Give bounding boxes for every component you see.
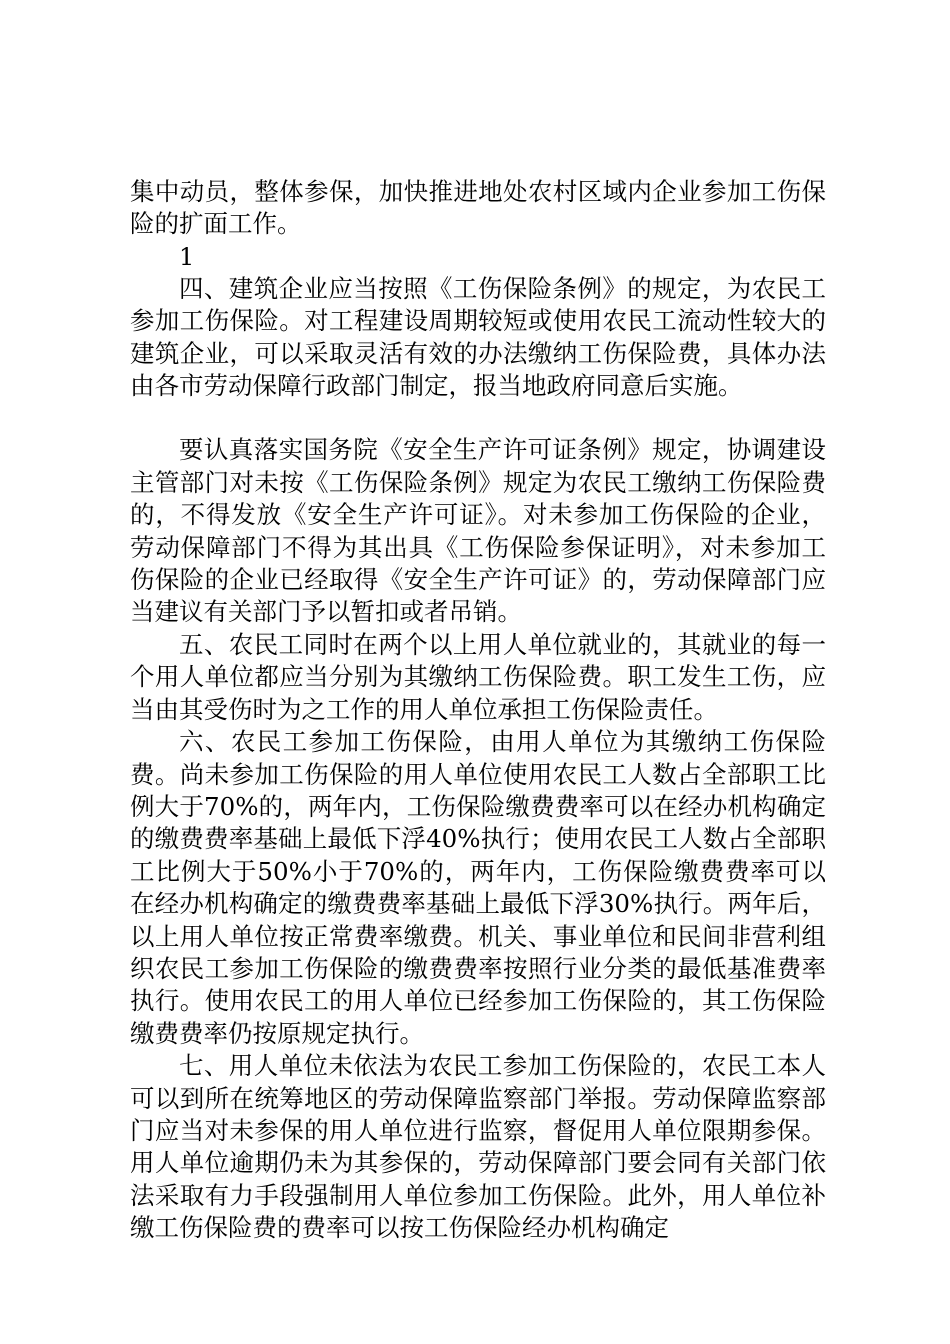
document-body xyxy=(130,176,826,1245)
page-number: 1 xyxy=(179,242,195,271)
paragraph-safety-permit: 要认真落实国务院《安全生产许可证条例》规定，协调建设主管部门对未按《工伤保险条例》规定为农民工缴纳工伤保险费的，不得发放《安全生产许可证》。对未参加工伤保险的企业，劳动保障部门不得为其出具《工伤保险参保证明》，对未参加工伤保险的企业已经取得《安全生产许可证》的，劳动保障部门应当建议有关部门予以暂扣或者吊销。 xyxy=(130,435,826,627)
paragraph-section-7: 七、用人单位未依法为农民工参加工伤保险的，农民工本人可以到所在统筹地区的劳动保障监察部门举报。劳动保障监察部门应当对未参保的用人单位进行监察，督促用人单位限期参保。用人单位逾期仍未为其参保的，劳动保障部门要会同有关部门依法采取有力手段强制用人单位参加工伤保险。此外，用人单位补缴工伤保险费的费率可以按工伤保险经办机构确定 xyxy=(130,1051,826,1243)
paragraph-section-4: 四、建筑企业应当按照《工伤保险条例》的规定，为农民工参加工伤保险。对工程建设周期较短或使用农民工流动性较大的建筑企业，可以采取灵活有效的办法缴纳工伤保险费，具体办法由各市劳动保障行政部门制定，报当地政府同意后实施。 xyxy=(130,273,826,401)
paragraph-section-6: 六、农民工参加工伤保险，由用人单位为其缴纳工伤保险费。尚未参加工伤保险的用人单位使用农民工人数占全部职工比例大于70%的，两年内，工伤保险缴费费率可以在经办机构确定的缴费费率基础上最低下浮40%执行；使用农民工人数占全部职工比例大于50%小于70%的，两年内，工伤保险缴费费率可以在经办机构确定的缴费费率基础上最低下浮30%执行。两年后，以上用人单位按正常费率缴费。机关、事业单位和民间非营利组织农民工参加工伤保险的缴费费率按照行业分类的最低基准费率执行。使用农民工的用人单位已经参加工伤保险的，其工伤保险缴费费率仍按原规定执行。 xyxy=(130,727,826,1048)
paragraph-section-5: 五、农民工同时在两个以上用人单位就业的，其就业的每一个用人单位都应当分别为其缴纳工伤保险费。职工发生工伤，应当由其受伤时为之工作的用人单位承担工伤保险责任。 xyxy=(130,629,826,724)
paragraph-spacer xyxy=(130,402,826,434)
paragraph-continuation: 集中动员，整体参保，加快推进地处农村区域内企业参加工伤保险的扩面工作。 xyxy=(130,177,826,239)
